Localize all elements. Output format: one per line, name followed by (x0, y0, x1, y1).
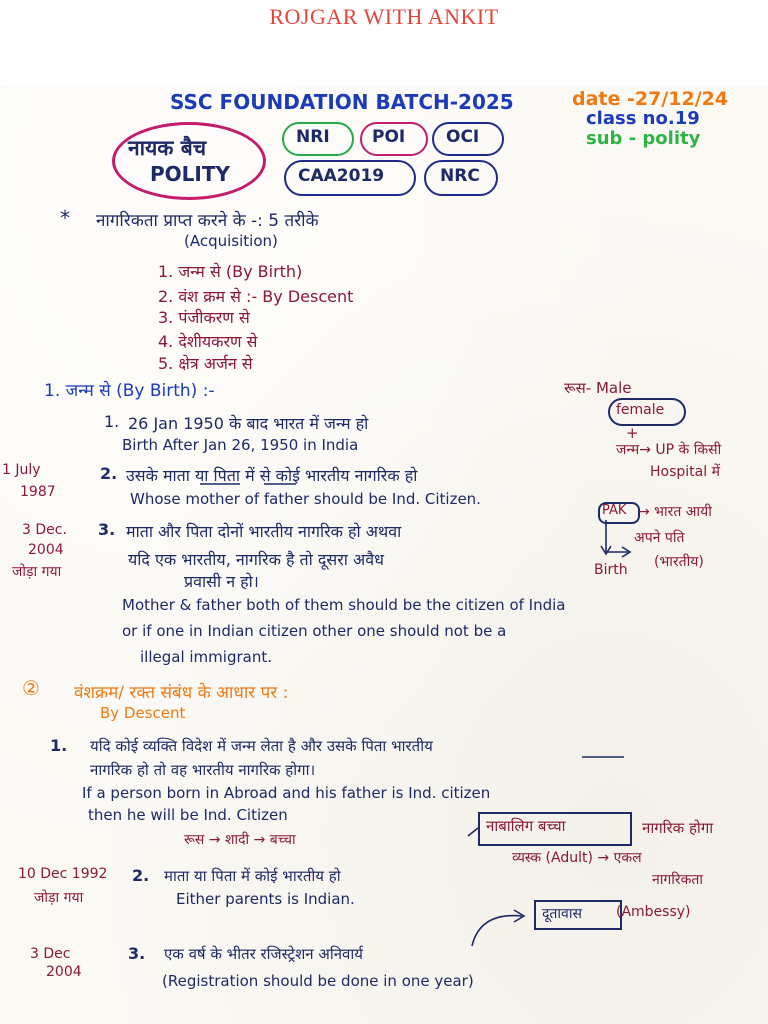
embassy-english: (Ambessy) (616, 904, 691, 920)
s2-point3-hindi: एक वर्ष के भीतर रजिस्ट्रेशन अनिवार्य (164, 945, 363, 963)
margin-note-4-line2: 2004 (46, 964, 82, 980)
adult-note-line2: नागरिकता (652, 872, 703, 888)
side-up-line1: जन्म→ UP के किसी (616, 442, 722, 458)
margin-note-2-line3: जोड़ा गया (12, 564, 62, 580)
section1-title: 1. जन्म से (By Birth) :- (44, 381, 215, 401)
minor-child-label: नाबालिग बच्चा (486, 817, 566, 835)
badge-title: नायक बैच (128, 136, 207, 160)
s1-point1-english: Birth After Jan 26, 1950 in India (122, 436, 359, 454)
s1-point2-num: 2. (100, 464, 118, 483)
s2-point1-num: 1. (50, 736, 68, 755)
tag-caa-label: CAA2019 (298, 166, 385, 186)
s2-point1-english-2: then he will be Ind. Citizen (88, 806, 288, 824)
s2-point1-hindi-2: नागरिक हो तो वह भारतीय नागरिक होगा। (90, 761, 316, 779)
tag-oci-label: OCI (446, 127, 480, 147)
s1-point3-hindi-3: प्रवासी न हो। (184, 572, 259, 591)
s2-point1-hindi-1: यदि कोई व्यक्ति विदेश में जन्म लेता है और उसके पिता भारतीय (90, 737, 433, 755)
s1-point1-num: 1. (104, 412, 120, 431)
adult-note-line1: व्यस्क (Adult) → एकल (512, 850, 642, 866)
margin-note-2-line1: 3 Dec. (22, 522, 67, 538)
method-4: 4. देशीयकरण से (158, 332, 258, 351)
section2-subtitle: By Descent (100, 704, 186, 722)
s1-point3-hindi-2: यदि एक भारतीय, नागरिक है तो दूसरा अवैध (128, 550, 384, 569)
margin-note-1-line1: 1 July (2, 462, 41, 478)
side-birth: Birth (594, 562, 628, 578)
header-title: ROJGAR WITH ANKIT (269, 4, 499, 29)
side-bharat-line2: अपने पति (634, 530, 685, 546)
method-5: 5. क्षेत्र अर्जन से (158, 354, 253, 373)
s1-point3-english-1: Mother & father both of them should be the citizen of India (122, 596, 566, 614)
margin-note-1-line2: 1987 (20, 484, 56, 500)
s1-point1-hindi: 26 Jan 1950 के बाद भारत में जन्म हो (128, 414, 369, 433)
margin-note-3-line2: जोड़ा गया (34, 890, 84, 906)
class-date: date -27/12/24 (572, 88, 729, 110)
side-bharat-line3: (भारतीय) (654, 554, 704, 570)
s1-point2-english: Whose mother of father should be Ind. Citizen. (130, 490, 481, 508)
s1-point3-hindi-1: माता और पिता दोनों भारतीय नागरिक हो अथवा (126, 522, 402, 541)
method-1: 1. जन्म से (By Birth) (158, 262, 303, 281)
side-plus: + (626, 424, 639, 442)
s2-russia-chain: रूस → शादी → बच्चा (184, 832, 296, 848)
s1-point2-hindi: उसके माता या पिता में से कोई भारतीय नागरिक हो (126, 466, 418, 485)
side-rus-male: रूस- Male (564, 379, 632, 397)
class-number: class no.19 (586, 108, 700, 129)
tag-nri-label: NRI (296, 127, 330, 147)
s1-point3-english-2: or if one in Indian citizen other one should not be a (122, 622, 507, 640)
margin-note-4-line1: 3 Dec (30, 946, 71, 962)
side-up-line2: Hospital में (650, 464, 720, 480)
side-female: female (616, 402, 665, 418)
margin-note-2-line2: 2004 (28, 542, 64, 558)
section2-number: ② (22, 676, 40, 700)
section2-title: वंशक्रम/ रक्त संबंध के आधार पर : (74, 683, 289, 703)
class-subject: sub - polity (586, 128, 701, 149)
s2-point1-english-1: If a person born in Abroad and his father is Ind. citizen (82, 784, 491, 802)
s2-point2-hindi: माता या पिता में कोई भारतीय हो (164, 867, 341, 885)
side-pak: PAK (602, 503, 627, 518)
method-3: 3. पंजीकरण से (158, 308, 250, 327)
page-header (0, 0, 768, 86)
s2-point2-num: 2. (132, 866, 150, 885)
badge-subtitle: POLITY (150, 162, 230, 186)
side-bharat-line1: → भारत आयी (638, 504, 712, 520)
embassy-label: दूतावास (542, 906, 582, 922)
tag-poi-label: POI (372, 127, 406, 147)
batch-title: SSC FOUNDATION BATCH-2025 (170, 90, 514, 114)
acquisition-heading: नागरिकता प्राप्त करने के -: 5 तरीके (96, 211, 319, 231)
heading-star: * (60, 206, 70, 230)
margin-note-3-line1: 10 Dec 1992 (18, 866, 108, 882)
s1-point3-num: 3. (98, 520, 116, 539)
minor-child-note: नागरिक होगा (642, 819, 714, 837)
s2-point2-english: Either parents is Indian. (176, 890, 355, 908)
s2-point3-num: 3. (128, 944, 146, 963)
s1-point3-english-3: illegal immigrant. (140, 648, 272, 666)
s2-point3-english: (Registration should be done in one year) (162, 972, 474, 990)
tag-nrc-label: NRC (440, 166, 480, 186)
acquisition-subheading: (Acquisition) (184, 232, 278, 250)
method-2: 2. वंश क्रम से :- By Descent (158, 287, 354, 306)
